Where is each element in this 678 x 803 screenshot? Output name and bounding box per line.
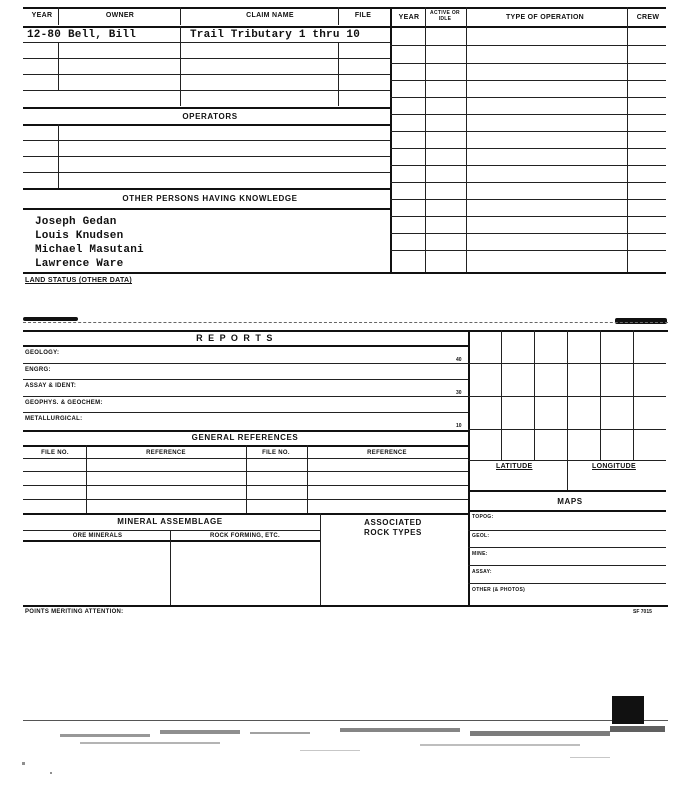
report-assay: ASSAY & IDENT: (25, 383, 77, 389)
reports-title: R E P O R T S (196, 333, 274, 343)
map-geol: GEOL: (472, 533, 490, 539)
report-assay-num: 30 (456, 390, 462, 396)
ore-minerals-header: ORE MINERALS (72, 533, 123, 539)
header-year-right: YEAR (398, 14, 420, 21)
scan-dark-block (612, 696, 644, 724)
operators-title: OPERATORS (182, 112, 238, 121)
header-claim-name: CLAIM NAME (246, 12, 294, 19)
ref-header-file-no-1: FILE NO. (41, 450, 69, 456)
header-year: YEAR (31, 12, 53, 19)
report-geology-num: 40 (456, 357, 462, 363)
report-geophys: GEOPHYS. & GEOCHEM: (25, 400, 103, 406)
longitude-label: LONGITUDE (592, 463, 636, 470)
header-crew: CREW (636, 14, 660, 21)
ink-mark-left (23, 317, 78, 321)
scan-noise (0, 722, 678, 782)
mineral-assemblage-title: MINERAL ASSEMBLAGE (117, 517, 223, 526)
rock-forming-header: ROCK FORMING, ETC. (209, 533, 281, 539)
general-references-title: GENERAL REFERENCES (191, 433, 299, 442)
header-active-or-idle: ACTIVE OR IDLE (430, 10, 460, 22)
map-topog: TOPOG: (472, 514, 494, 520)
points-meriting-attention: POINTS MERITING ATTENTION: (25, 609, 124, 615)
header-owner: OWNER (105, 12, 135, 19)
ink-mark-right (615, 318, 667, 324)
map-mine: MINE: (472, 551, 488, 557)
ref-header-reference-2: REFERENCE (367, 450, 407, 456)
map-assay: ASSAY: (472, 569, 492, 575)
report-metallurgical-num: 10 (456, 423, 462, 429)
row1-claim-name: Trail Tributary 1 thru 10 (190, 29, 361, 41)
associated-rock-types-2: ROCK TYPES (363, 528, 422, 537)
header-file: FILE (354, 12, 372, 19)
form-code: SF 7015 (633, 609, 652, 615)
row1-year: 12-80 (27, 29, 62, 41)
ref-header-file-no-2: FILE NO. (262, 450, 290, 456)
maps-title: MAPS (557, 497, 583, 506)
person-name: Louis Knudsen (35, 230, 124, 242)
ref-header-reference-1: REFERENCE (146, 450, 186, 456)
person-name: Lawrence Ware (35, 258, 124, 270)
report-engrg: ENGRG: (25, 367, 51, 373)
associated-rock-types-1: ASSOCIATED (364, 518, 422, 527)
other-persons-title: OTHER PERSONS HAVING KNOWLEDGE (122, 194, 298, 203)
row1-owner: Bell, Bill (68, 29, 137, 41)
person-name: Joseph Gedan (35, 216, 117, 228)
report-metallurgical: METALLURGICAL: (25, 416, 83, 422)
latitude-label: LATITUDE (496, 463, 533, 470)
land-status-label: LAND STATUS (OTHER DATA) (25, 277, 133, 284)
header-type-of-operation: TYPE OF OPERATION (505, 14, 585, 21)
report-geology: GEOLOGY: (25, 350, 60, 356)
map-other: OTHER (& PHOTOS) (472, 587, 526, 593)
person-name: Michael Masutani (35, 244, 144, 256)
